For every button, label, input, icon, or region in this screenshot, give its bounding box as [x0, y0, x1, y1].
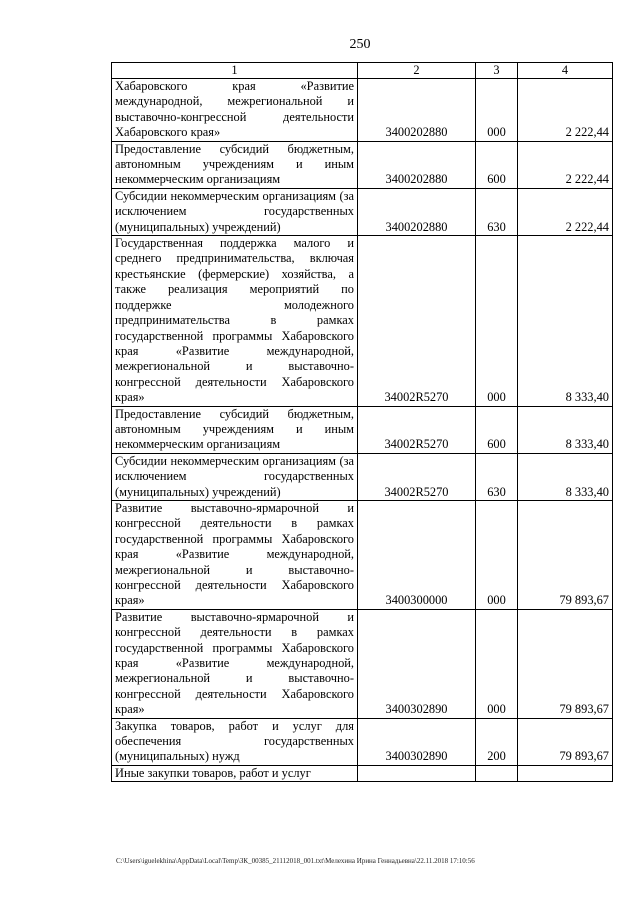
- row-description: Субсидии некоммерческим организациям (за исключением государственных (муниципальных) учреждений): [112, 453, 358, 500]
- row-amount: 8 333,40: [518, 406, 613, 453]
- row-amount: 79 893,67: [518, 500, 613, 609]
- row-amount: 79 893,67: [518, 718, 613, 765]
- row-expense-type: 600: [476, 141, 518, 188]
- row-expense-type: 000: [476, 500, 518, 609]
- row-amount: 2 222,44: [518, 188, 613, 235]
- row-description: Государственная поддержка малого и среднего предпринимательства, включая крестьянские (фермерские) хозяйства, а также реализация мероприятий по поддержке молодежного предпринимательства в рамках государственной программы Хабаровского края «Развитие международной, межрегиональной и выставочно-конгрессной деятельности Хабаровского края»: [112, 236, 358, 406]
- row-description: Предоставление субсидий бюджетным, автономным учреждениям и иным некоммерческим организациям: [112, 141, 358, 188]
- row-target-code: 3400302890: [358, 609, 476, 718]
- row-description: Развитие выставочно-ярмарочной и конгрессной деятельности в рамках государственной программы Хабаровского края «Развитие международной, межрегиональной и выставочно-конгрессной деятельности Хабаровского края»: [112, 500, 358, 609]
- table-row: [112, 718, 613, 765]
- table-row: [112, 609, 613, 718]
- column-header-3: 3: [476, 63, 518, 79]
- column-header-4: 4: [518, 63, 613, 79]
- row-description: Закупка товаров, работ и услуг для обеспечения государственных (муниципальных) нужд: [112, 718, 358, 765]
- row-expense-type: 000: [476, 609, 518, 718]
- file-path-footer: C:\Users\iguelekhina\AppData\Local\Temp\ЗК_00385_21112018_001.txt\Мелехина Ирина Геннадьевна\22.11.2018 17:10:56: [116, 857, 475, 865]
- row-description: Иные закупки товаров, работ и услуг: [112, 765, 358, 781]
- row-expense-type: [476, 765, 518, 781]
- table-row: [112, 453, 613, 500]
- row-amount: 8 333,40: [518, 236, 613, 406]
- table-row: [112, 141, 613, 188]
- table-row: [112, 500, 613, 609]
- row-amount: 8 333,40: [518, 453, 613, 500]
- row-expense-type: 000: [476, 79, 518, 142]
- row-expense-type: 630: [476, 188, 518, 235]
- row-expense-type: 630: [476, 453, 518, 500]
- row-target-code: 34002R5270: [358, 236, 476, 406]
- row-target-code: 34002R5270: [358, 453, 476, 500]
- row-target-code: 3400302890: [358, 718, 476, 765]
- row-description: Предоставление субсидий бюджетным, автономным учреждениям и иным некоммерческим организациям: [112, 406, 358, 453]
- table-row: [112, 79, 613, 142]
- header-row: [112, 63, 613, 79]
- row-amount: 79 893,67: [518, 609, 613, 718]
- row-target-code: 3400202880: [358, 188, 476, 235]
- table-row: [112, 236, 613, 406]
- row-amount: 2 222,44: [518, 141, 613, 188]
- page-number: 250: [349, 37, 371, 52]
- row-target-code: [358, 765, 476, 781]
- column-header-2: 2: [358, 63, 476, 79]
- row-expense-type: 000: [476, 236, 518, 406]
- table-row: [112, 406, 613, 453]
- table-row: [112, 765, 613, 781]
- row-expense-type: 600: [476, 406, 518, 453]
- row-target-code: 3400202880: [358, 79, 476, 142]
- row-amount: 2 222,44: [518, 79, 613, 142]
- budget-table: [111, 62, 613, 782]
- row-description: Субсидии некоммерческим организациям (за исключением государственных (муниципальных) учреждений): [112, 188, 358, 235]
- row-target-code: 3400300000: [358, 500, 476, 609]
- row-target-code: 3400202880: [358, 141, 476, 188]
- column-header-1: 1: [112, 63, 358, 79]
- row-target-code: 34002R5270: [358, 406, 476, 453]
- row-description: Развитие выставочно-ярмарочной и конгрессной деятельности в рамках государственной программы Хабаровского края «Развитие международной, межрегиональной и выставочно-конгрессной деятельности Хабаровского края»: [112, 609, 358, 718]
- row-expense-type: 200: [476, 718, 518, 765]
- row-description: Хабаровского края «Развитие международной, межрегиональной и выставочно-конгрессной деятельности Хабаровского края»: [112, 79, 358, 142]
- row-amount: [518, 765, 613, 781]
- table-row: [112, 188, 613, 235]
